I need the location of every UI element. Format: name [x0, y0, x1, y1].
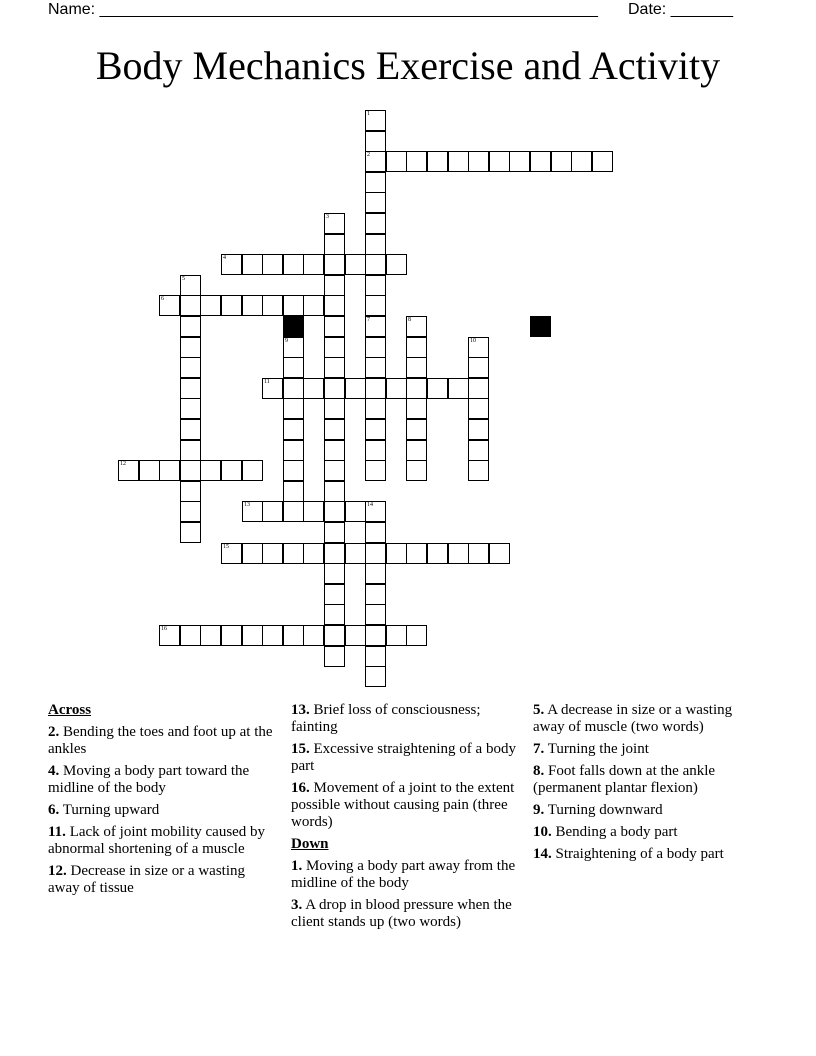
crossword-cell[interactable] — [365, 522, 386, 543]
crossword-cell[interactable] — [406, 543, 427, 564]
crossword-cell[interactable] — [571, 151, 592, 172]
crossword-cell[interactable] — [406, 378, 427, 399]
crossword-cell[interactable] — [406, 625, 427, 646]
clue-number: 5 — [182, 276, 185, 282]
crossword-cell[interactable] — [365, 563, 386, 584]
clue-across-12: 12. Decrease in size or a wasting away of tissue — [48, 863, 246, 896]
clue-number: 11 — [264, 379, 270, 385]
crossword-cell[interactable] — [324, 275, 345, 296]
clue-number: 6 — [161, 296, 164, 302]
crossword-cell[interactable] — [365, 254, 386, 275]
crossword-cell[interactable] — [283, 378, 304, 399]
crossword-cell[interactable] — [118, 460, 139, 481]
crossword-cell[interactable] — [345, 501, 366, 522]
clue-number: 3 — [326, 214, 329, 220]
crossword-cell[interactable] — [180, 275, 201, 296]
down-heading: Down — [291, 836, 329, 852]
crossword-cell[interactable] — [283, 501, 304, 522]
crossword-cell[interactable] — [509, 151, 530, 172]
clue-number: 2 — [367, 152, 370, 158]
crossword-cell[interactable] — [468, 337, 489, 358]
crossword-cell[interactable] — [468, 440, 489, 461]
crossword-cell[interactable] — [159, 460, 180, 481]
clue-number: 9 — [285, 338, 288, 344]
crossword-cell[interactable] — [406, 357, 427, 378]
clue-across-15: 15. Excessive straightening of a body part — [291, 741, 516, 774]
crossword-cell[interactable] — [283, 460, 304, 481]
crossword-cell[interactable] — [180, 398, 201, 419]
crossword-cell[interactable] — [365, 110, 386, 131]
crossword-cell[interactable] — [427, 378, 448, 399]
crossword-cell[interactable] — [242, 295, 263, 316]
crossword-cell[interactable] — [262, 254, 283, 275]
crossword-cell[interactable] — [468, 419, 489, 440]
date-field-label: Date: _______ — [628, 1, 733, 18]
crossword-cell[interactable] — [324, 625, 345, 646]
crossword-cell[interactable] — [200, 295, 221, 316]
clue-number: 13 — [244, 502, 250, 508]
crossword-cell[interactable] — [262, 625, 283, 646]
crossword-cell[interactable] — [406, 337, 427, 358]
crossword-cell[interactable] — [221, 295, 242, 316]
crossword-cell[interactable] — [448, 543, 469, 564]
crossword-cell[interactable] — [345, 378, 366, 399]
clue-down-5: 5. A decrease in size or a wasting away of muscle (two words) — [533, 702, 733, 735]
crossword-cell[interactable] — [468, 398, 489, 419]
crossword-cell[interactable] — [180, 501, 201, 522]
crossword-cell[interactable] — [406, 316, 427, 337]
crossword-cell[interactable] — [283, 543, 304, 564]
page-title: Body Mechanics Exercise and Activity — [95, 43, 721, 88]
crossword-cell[interactable] — [180, 481, 201, 502]
crossword-cell[interactable] — [365, 357, 386, 378]
crossword-cell[interactable] — [324, 419, 345, 440]
clue-number: 8 — [408, 317, 411, 323]
crossword-cell[interactable] — [324, 646, 345, 667]
crossword-cell[interactable] — [180, 378, 201, 399]
crossword-cell[interactable] — [427, 151, 448, 172]
crossword-cell[interactable] — [180, 337, 201, 358]
crossword-cell[interactable] — [324, 460, 345, 481]
crossword-cell[interactable] — [303, 378, 324, 399]
crossword-cell[interactable] — [139, 460, 160, 481]
crossword-cell[interactable] — [200, 460, 221, 481]
crossword-cell[interactable] — [365, 604, 386, 625]
crossword-cell[interactable] — [242, 625, 263, 646]
crossword-cell[interactable] — [180, 522, 201, 543]
crossword-cell[interactable] — [365, 646, 386, 667]
crossword-cell[interactable] — [365, 295, 386, 316]
crossword-cell[interactable] — [324, 337, 345, 358]
crossword-cell[interactable] — [242, 501, 263, 522]
crossword-cell[interactable] — [262, 295, 283, 316]
clue-down-10: 10. Bending a body part — [533, 824, 678, 840]
crossword-cell[interactable] — [551, 151, 572, 172]
crossword-cell[interactable] — [324, 213, 345, 234]
crossword-cell[interactable] — [180, 419, 201, 440]
crossword-cell[interactable] — [221, 254, 242, 275]
crossword-cell[interactable] — [283, 254, 304, 275]
crossword-cell[interactable] — [283, 398, 304, 419]
crossword-cell[interactable] — [448, 378, 469, 399]
crossword-cell[interactable] — [324, 234, 345, 255]
crossword-cell[interactable] — [386, 543, 407, 564]
across-heading: Across — [48, 702, 92, 718]
crossword-cell[interactable] — [303, 543, 324, 564]
clue-column-1 — [48, 702, 276, 902]
clue-down-14: 14. Straightening of a body part — [533, 846, 724, 862]
crossword-cell[interactable] — [200, 625, 221, 646]
crossword-cell[interactable] — [468, 378, 489, 399]
crossword-cell[interactable] — [592, 151, 613, 172]
crossword-cell[interactable] — [345, 543, 366, 564]
crossword-cell[interactable] — [365, 440, 386, 461]
crossword-cell[interactable] — [406, 460, 427, 481]
crossword-cell[interactable] — [406, 398, 427, 419]
clue-column-3 — [533, 702, 761, 868]
crossword-cell[interactable] — [283, 419, 304, 440]
crossword-cell[interactable] — [468, 543, 489, 564]
crossword-cell[interactable] — [324, 604, 345, 625]
crossword-cell[interactable] — [365, 584, 386, 605]
crossword-cell[interactable] — [365, 625, 386, 646]
clue-across-2: 2. Bending the toes and foot up at the ankles — [48, 724, 273, 757]
crossword-cell[interactable] — [324, 563, 345, 584]
crossword-cell[interactable] — [303, 295, 324, 316]
crossword-cell[interactable] — [386, 151, 407, 172]
crossword-cell[interactable] — [180, 357, 201, 378]
clue-across-6: 6. Turning upward — [48, 802, 160, 818]
crossword-cell[interactable] — [468, 151, 489, 172]
crossword-cell[interactable] — [365, 543, 386, 564]
crossword-cell[interactable] — [365, 316, 386, 337]
crossword-cell[interactable] — [159, 295, 180, 316]
clue-number: 1 — [367, 111, 370, 117]
crossword-cell[interactable] — [489, 543, 510, 564]
crossword-cell[interactable] — [365, 213, 386, 234]
crossword-cell[interactable] — [283, 337, 304, 358]
crossword-cell[interactable] — [262, 543, 283, 564]
crossword-cell[interactable] — [365, 275, 386, 296]
crossword-cell[interactable] — [159, 625, 180, 646]
crossword-cell[interactable] — [221, 543, 242, 564]
crossword-cell[interactable] — [365, 378, 386, 399]
clue-across-16: 16. Movement of a joint to the extent possible without causing pain (three words) — [291, 780, 515, 830]
clue-across-4: 4. Moving a body part toward the midline of the body — [48, 763, 250, 796]
crossword-cell[interactable] — [386, 625, 407, 646]
crossword-cell[interactable] — [242, 460, 263, 481]
crossword-cell[interactable] — [345, 254, 366, 275]
crossword-cell[interactable] — [324, 501, 345, 522]
crossword-cell[interactable] — [221, 625, 242, 646]
crossword-cell[interactable] — [324, 584, 345, 605]
clue-number: 16 — [161, 626, 167, 632]
black-square — [283, 316, 304, 337]
clue-number: 12 — [120, 461, 126, 467]
crossword-cell[interactable] — [180, 316, 201, 337]
crossword-cell[interactable] — [448, 151, 469, 172]
crossword-cell[interactable] — [530, 151, 551, 172]
crossword-cell[interactable] — [365, 398, 386, 419]
clue-down-9: 9. Turning downward — [533, 802, 663, 818]
clue-number: 4 — [223, 255, 226, 261]
crossword-cell[interactable] — [324, 378, 345, 399]
crossword-cell[interactable] — [283, 295, 304, 316]
crossword-cell[interactable] — [489, 151, 510, 172]
crossword-cell[interactable] — [324, 295, 345, 316]
crossword-cell[interactable] — [365, 151, 386, 172]
crossword-cell[interactable] — [468, 357, 489, 378]
crossword-cell[interactable] — [262, 501, 283, 522]
clue-down-7: 7. Turning the joint — [533, 741, 649, 757]
crossword-cell[interactable] — [365, 192, 386, 213]
crossword-cell[interactable] — [365, 666, 386, 687]
crossword-cell[interactable] — [180, 295, 201, 316]
crossword-cell[interactable] — [365, 337, 386, 358]
crossword-cell[interactable] — [386, 254, 407, 275]
name-field-label: Name: ________________________________________________________ — [48, 1, 598, 18]
crossword-cell[interactable] — [324, 440, 345, 461]
crossword-cell[interactable] — [324, 481, 345, 502]
black-square — [530, 316, 551, 337]
clue-down-1: 1. Moving a body part away from the midline of the body — [291, 858, 516, 891]
crossword-cell[interactable] — [324, 254, 345, 275]
crossword-cell[interactable] — [221, 460, 242, 481]
clue-across-11: 11. Lack of joint mobility caused by abnormal shortening of a muscle — [48, 824, 266, 857]
crossword-cell[interactable] — [386, 378, 407, 399]
crossword-cell[interactable] — [406, 440, 427, 461]
crossword-cell[interactable] — [365, 501, 386, 522]
crossword-cell[interactable] — [406, 419, 427, 440]
clue-number: 10 — [470, 338, 476, 344]
crossword-cell[interactable] — [242, 543, 263, 564]
crossword-cell[interactable] — [365, 234, 386, 255]
clue-number: 14 — [367, 502, 373, 508]
crossword-cell[interactable] — [324, 398, 345, 419]
crossword-cell[interactable] — [365, 460, 386, 481]
crossword-cell[interactable] — [303, 625, 324, 646]
clue-column-2 — [291, 702, 519, 936]
clue-down-3: 3. A drop in blood pressure when the client stands up (two words) — [291, 897, 512, 930]
crossword-cell[interactable] — [283, 625, 304, 646]
crossword-cell[interactable] — [283, 440, 304, 461]
crossword-cell[interactable] — [283, 357, 304, 378]
clue-across-13: 13. Brief loss of consciousness; fainting — [291, 702, 481, 735]
clue-number: 15 — [223, 544, 229, 550]
crossword-cell[interactable] — [365, 172, 386, 193]
crossword-cell[interactable] — [324, 543, 345, 564]
crossword-cell[interactable] — [406, 151, 427, 172]
crossword-cell[interactable] — [262, 378, 283, 399]
clue-number: 7 — [367, 317, 370, 323]
crossword-cell[interactable] — [324, 357, 345, 378]
crossword-cell[interactable] — [365, 419, 386, 440]
crossword-cell[interactable] — [324, 316, 345, 337]
crossword-cell[interactable] — [468, 460, 489, 481]
crossword-cell[interactable] — [365, 131, 386, 152]
crossword-cell[interactable] — [345, 625, 366, 646]
crossword-cell[interactable] — [180, 460, 201, 481]
clue-down-8: 8. Foot falls down at the ankle (permanent plantar flexion) — [533, 763, 716, 796]
crossword-cell[interactable] — [303, 254, 324, 275]
crossword-cell[interactable] — [242, 254, 263, 275]
crossword-cell[interactable] — [283, 481, 304, 502]
crossword-cell[interactable] — [180, 625, 201, 646]
crossword-cell[interactable] — [180, 440, 201, 461]
crossword-cell[interactable] — [303, 501, 324, 522]
crossword-cell[interactable] — [324, 522, 345, 543]
crossword-cell[interactable] — [427, 543, 448, 564]
